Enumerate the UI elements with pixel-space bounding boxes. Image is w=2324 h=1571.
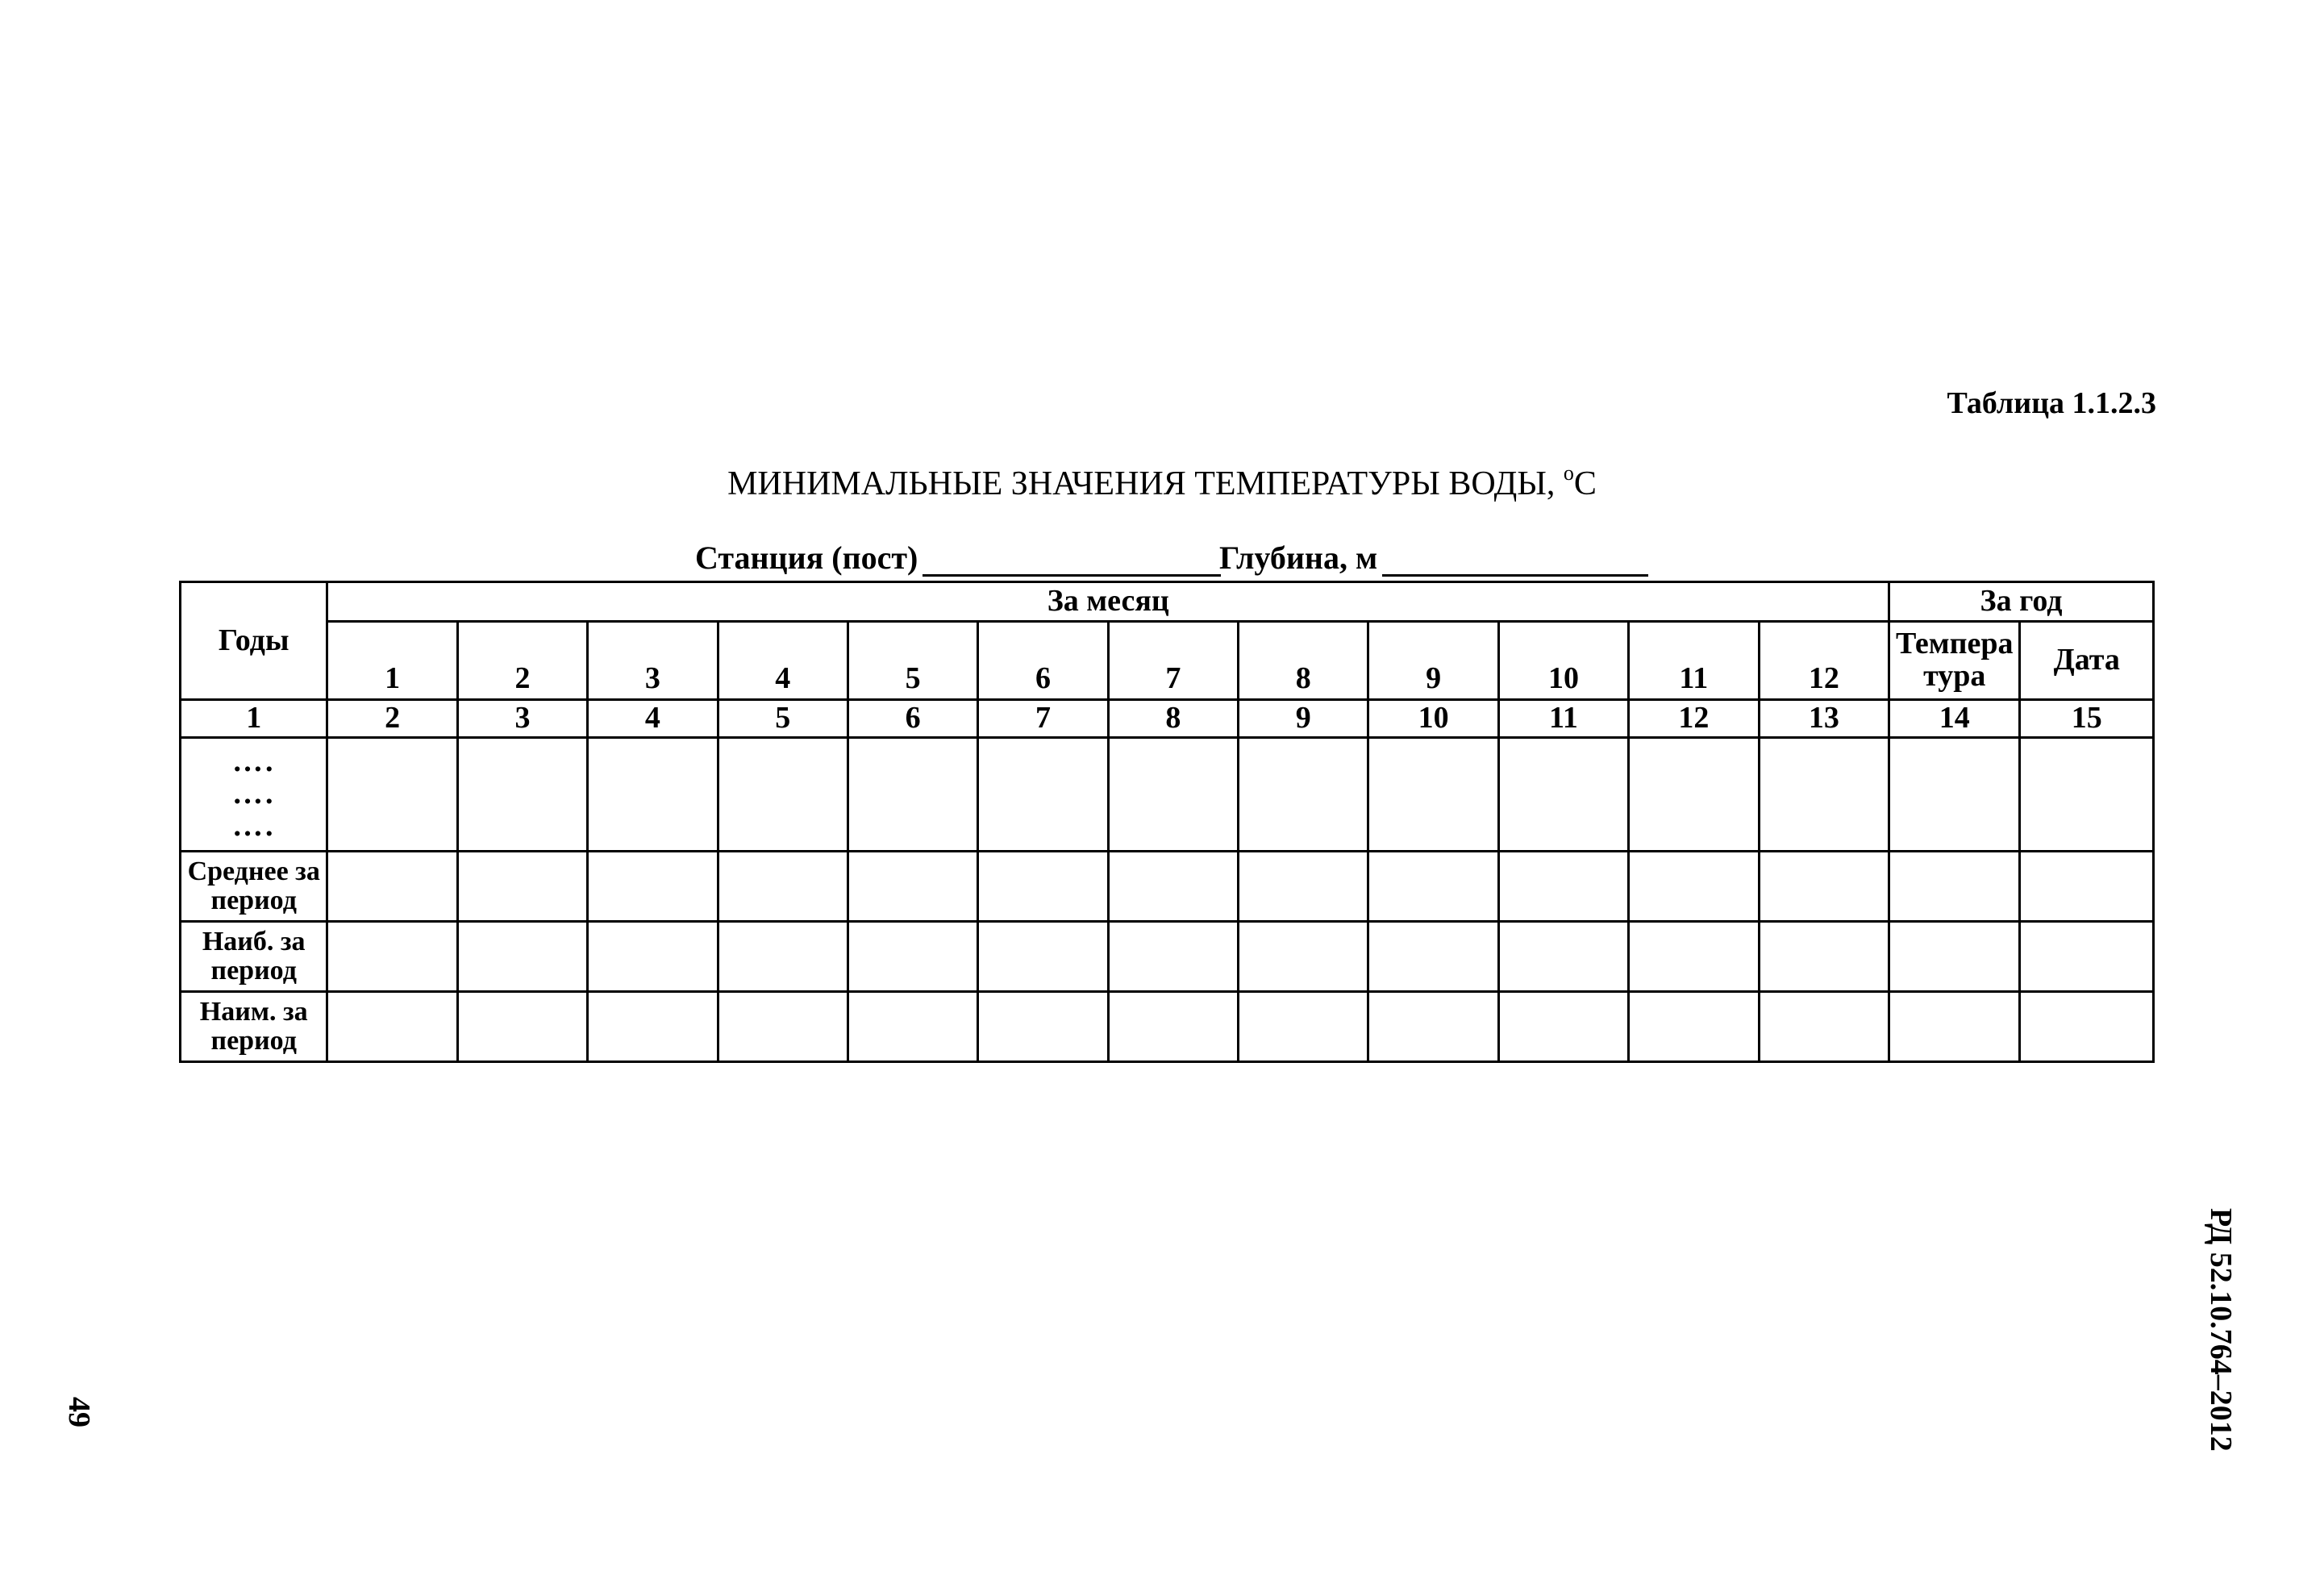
empty-cell (978, 992, 1108, 1062)
summary-row (181, 852, 2154, 922)
empty-cell (327, 738, 457, 852)
column-number: 9 (1239, 700, 1368, 738)
summary-label-line: Наим. за (199, 997, 308, 1027)
ellipsis-line: …. (231, 744, 276, 779)
empty-cell (848, 738, 977, 852)
month-header: 9 (1368, 622, 1498, 700)
empty-cell (327, 992, 457, 1062)
month-header: 6 (978, 622, 1108, 700)
empty-cell (1239, 852, 1368, 922)
empty-cell (1368, 852, 1498, 922)
empty-cell (2020, 992, 2154, 1062)
empty-cell (1498, 992, 1628, 1062)
empty-cell (1108, 852, 1238, 922)
month-header: 3 (588, 622, 718, 700)
column-number: 14 (1889, 700, 2020, 738)
month-header: 8 (1239, 622, 1368, 700)
empty-cell (2020, 852, 2154, 922)
summary-row (181, 992, 2154, 1062)
month-header: 12 (1759, 622, 1889, 700)
empty-cell (457, 852, 587, 922)
month-header: 2 (457, 622, 587, 700)
ellipsis-line: …. (231, 808, 276, 843)
empty-cell (588, 992, 718, 1062)
empty-cell (978, 852, 1108, 922)
column-number: 5 (718, 700, 848, 738)
document-code: РД 52.10.764–2012 (2204, 1208, 2238, 1452)
empty-cell (1889, 922, 2020, 992)
summary-row (181, 922, 2154, 992)
empty-cell (1498, 738, 1628, 852)
empty-cell (848, 992, 977, 1062)
empty-cell (1629, 852, 1759, 922)
title-unit: С (1573, 465, 1597, 502)
empty-cell (2020, 738, 2154, 852)
empty-cell (457, 922, 587, 992)
empty-cell (848, 922, 977, 992)
column-number: 12 (1629, 700, 1759, 738)
summary-label-line: Среднее за (187, 856, 320, 887)
date-header: Дата (2020, 622, 2154, 700)
empty-cell (718, 738, 848, 852)
empty-cell (718, 852, 848, 922)
empty-cell (588, 738, 718, 852)
empty-cell (718, 922, 848, 992)
header-row-2 (181, 622, 2154, 700)
column-number: 7 (978, 700, 1108, 738)
empty-cell (588, 852, 718, 922)
column-number: 11 (1498, 700, 1628, 738)
empty-cell (1889, 852, 2020, 922)
empty-cell (1239, 992, 1368, 1062)
empty-cell (1889, 738, 2020, 852)
column-number-row (181, 700, 2154, 738)
empty-cell (2020, 922, 2154, 992)
empty-cell (327, 922, 457, 992)
column-number: 15 (2020, 700, 2154, 738)
empty-cell (1498, 852, 1628, 922)
page-title (0, 461, 2324, 503)
summary-label (181, 922, 327, 992)
column-number: 4 (588, 700, 718, 738)
temperature-header-line: Темпера (1895, 627, 2014, 661)
years-ellipsis (181, 738, 327, 852)
station-field (695, 539, 1221, 577)
empty-cell (848, 852, 977, 922)
temperature-header (1889, 622, 2020, 700)
summary-label-line: Наиб. за (202, 927, 306, 957)
empty-cell (327, 852, 457, 922)
empty-cell (457, 992, 587, 1062)
month-header: 11 (1629, 622, 1759, 700)
empty-cell (588, 922, 718, 992)
empty-cell (978, 922, 1108, 992)
empty-cell (1108, 992, 1238, 1062)
empty-cell (1759, 738, 1889, 852)
table-number: Таблица 1.1.2.3 (1947, 386, 2156, 420)
station-blank (923, 545, 1221, 577)
temperature-header-line: тура (1923, 659, 1986, 693)
summary-label-line: период (210, 1026, 297, 1056)
empty-cell (1368, 992, 1498, 1062)
column-number: 1 (181, 700, 327, 738)
table-row (181, 738, 2154, 852)
column-number: 3 (457, 700, 587, 738)
years-header: Годы (181, 582, 327, 700)
empty-cell (978, 738, 1108, 852)
month-header: 10 (1498, 622, 1628, 700)
column-number: 6 (848, 700, 977, 738)
month-header: 1 (327, 622, 457, 700)
summary-label-line: период (210, 956, 297, 986)
empty-cell (1629, 922, 1759, 992)
empty-cell (1759, 922, 1889, 992)
degree-mark: о (1563, 461, 1574, 485)
column-number: 8 (1108, 700, 1238, 738)
summary-label (181, 992, 327, 1062)
summary-label (181, 852, 327, 922)
empty-cell (1108, 922, 1238, 992)
temperature-table (179, 581, 2155, 1063)
title-text: МИНИМАЛЬНЫЕ ЗНАЧЕНИЯ ТЕМПЕРАТУРЫ ВОДЫ, (727, 465, 1564, 502)
empty-cell (1629, 738, 1759, 852)
summary-label-line: период (210, 886, 297, 915)
station-label: Станция (пост) (695, 540, 918, 576)
per-month-header: За месяц (327, 582, 1889, 622)
depth-blank (1382, 545, 1648, 577)
column-number: 2 (327, 700, 457, 738)
column-number: 10 (1368, 700, 1498, 738)
page-number: 49 (62, 1397, 96, 1427)
column-number: 13 (1759, 700, 1889, 738)
empty-cell (1759, 992, 1889, 1062)
month-header: 5 (848, 622, 977, 700)
empty-cell (1368, 922, 1498, 992)
empty-cell (1889, 992, 2020, 1062)
empty-cell (1629, 992, 1759, 1062)
empty-cell (1759, 852, 1889, 922)
empty-cell (1239, 738, 1368, 852)
empty-cell (1239, 922, 1368, 992)
ellipsis-line: …. (231, 777, 276, 811)
month-header: 4 (718, 622, 848, 700)
depth-field (1219, 539, 1648, 577)
empty-cell (718, 992, 848, 1062)
empty-cell (1368, 738, 1498, 852)
empty-cell (1498, 922, 1628, 992)
per-year-header: За год (1889, 582, 2154, 622)
empty-cell (1108, 738, 1238, 852)
month-header: 7 (1108, 622, 1238, 700)
depth-label: Глубина, м (1219, 540, 1378, 576)
header-row-1 (181, 582, 2154, 622)
empty-cell (457, 738, 587, 852)
